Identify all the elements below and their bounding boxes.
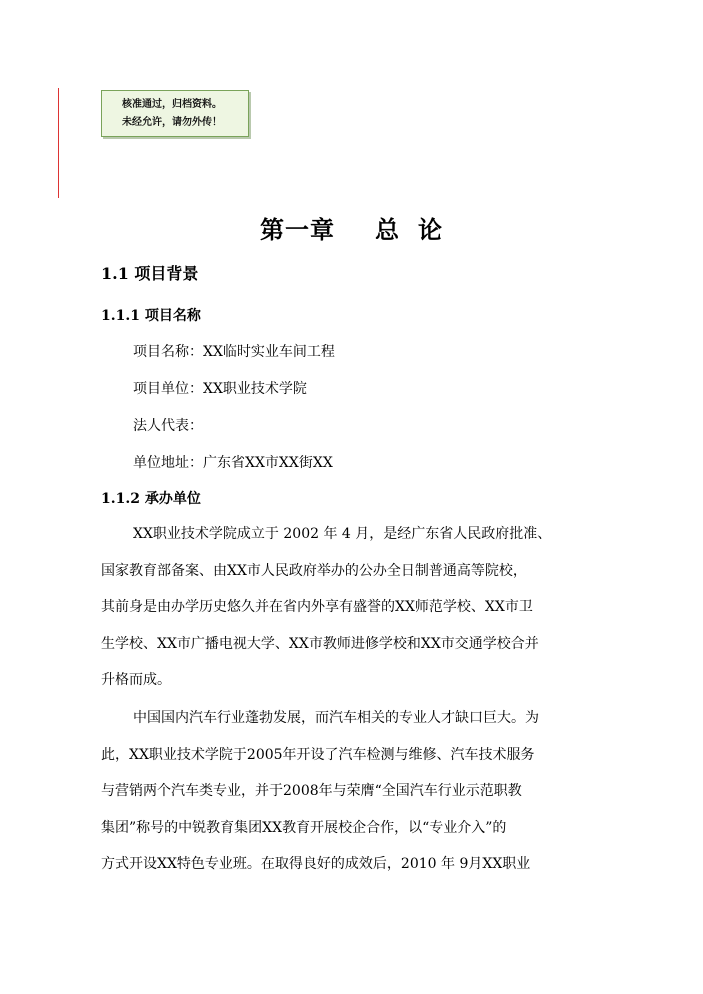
- paragraph-line: 与营销两个汽车类专业，并于2008年与荣膺“全国汽车行业示范职教: [101, 783, 522, 799]
- section-heading-1-1: 1.1 项目背景: [101, 264, 199, 283]
- chapter-word-2: 论: [418, 216, 443, 244]
- margin-line: [58, 88, 59, 198]
- paragraph-line: XX职业技术学院成立于 2002 年 4 月，是经广东省人民政府批准、: [133, 526, 552, 542]
- paragraph-line: 其前身是由办学历史悠久并在省内外享有盛誉的XX师范学校、XX市卫: [101, 599, 533, 615]
- approval-stamp: [101, 90, 249, 137]
- section-heading-1-1-1: 1.1.1 项目名称: [101, 308, 201, 324]
- stamp-line-2: 未经允许，请勿外传！: [122, 117, 222, 128]
- paragraph-1: [101, 516, 551, 699]
- paragraph-line: 方式开设XX特色专业班。在取得良好的成效后，2010 年 9月XX职业: [101, 856, 531, 872]
- chapter-title: [0, 210, 703, 245]
- paragraph-line: 国家教育部备案、由XX市人民政府举办的公办全日制普通高等院校，: [101, 562, 527, 579]
- chapter-word-1: 总: [375, 216, 400, 244]
- chapter-number: 第一章: [260, 216, 335, 244]
- paragraph-line: 此，XX职业技术学院于2005年开设了汽车检测与维修、汽车技术服务: [101, 746, 535, 763]
- stamp-line-1: 核准通过，归档资料。: [122, 99, 222, 110]
- paragraph-line: 生学校、XX市广播电视大学、XX市教师进修学校和XX市交通学校合并: [101, 635, 539, 652]
- paragraph-2: [101, 700, 539, 883]
- unit-address: 单位地址：广东省XX市XX街XX: [133, 455, 333, 471]
- legal-representative: 法人代表：: [133, 418, 203, 434]
- project-unit: 项目单位：XX职业技术学院: [133, 381, 307, 397]
- paragraph-line: 中国国内汽车行业蓬勃发展，而汽车相关的专业人才缺口巨大。为: [133, 710, 539, 726]
- paragraph-line: 升格而成。: [101, 672, 171, 688]
- paragraph-line: 集团”称号的中锐教育集团XX教育开展校企合作，以“专业介入”的: [101, 819, 507, 836]
- section-heading-1-1-2: 1.1.2 承办单位: [101, 491, 201, 507]
- project-name: 项目名称：XX临时实业车间工程: [133, 344, 335, 360]
